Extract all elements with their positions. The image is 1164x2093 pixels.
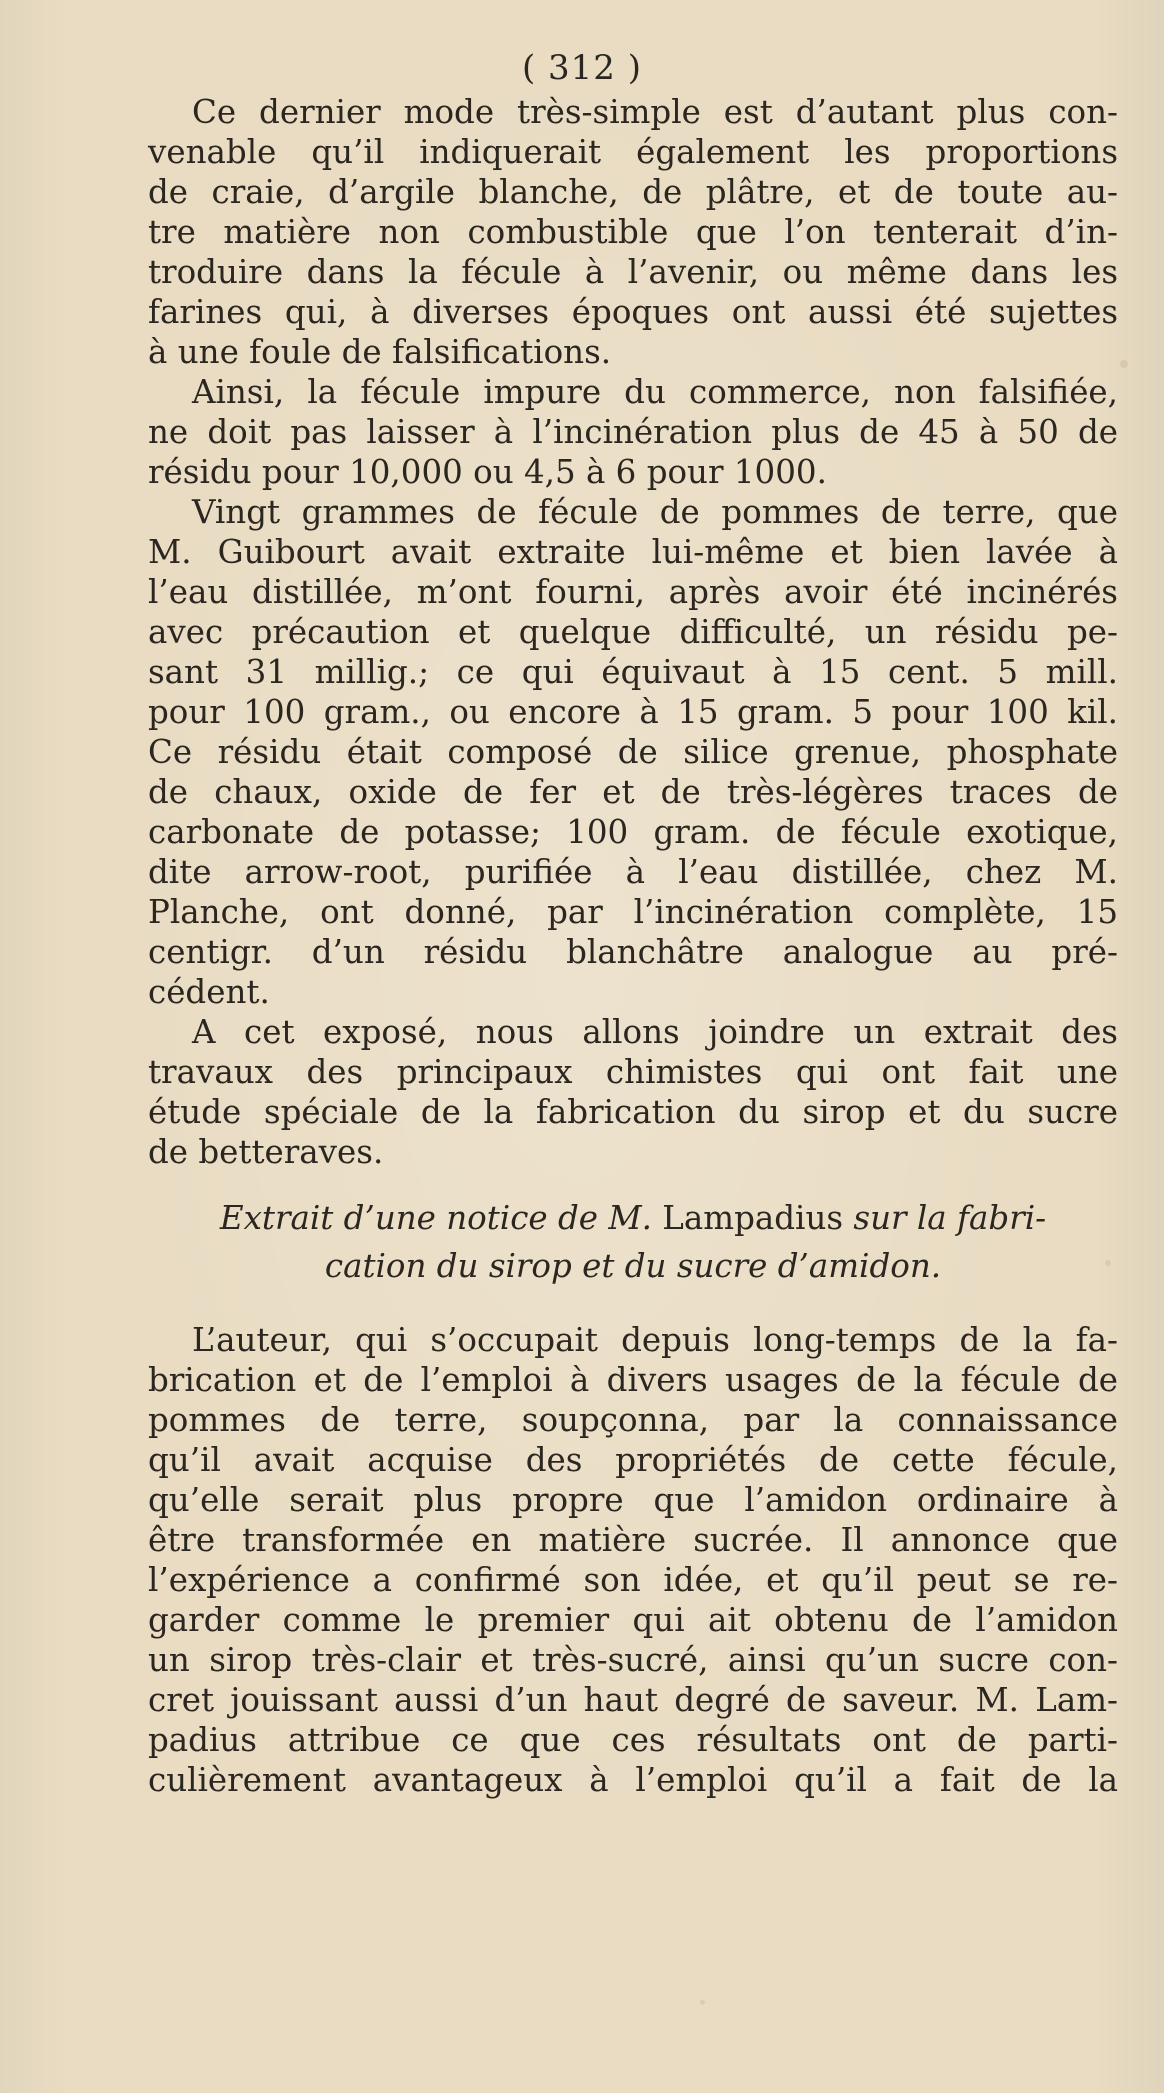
text-line: carbonate de potasse; 100 gram. de fécule exotique, [148, 813, 1118, 851]
text-line: cédent. [148, 973, 270, 1011]
text-line: de betteraves. [148, 1133, 384, 1171]
text-line: dite arrow-root, purifiée à l’eau distillée, chez M. [148, 853, 1118, 891]
text-line: farines qui, à diverses époques ont aussi été sujettes [148, 293, 1118, 331]
heading-text: Extrait d’une notice de M. [219, 1199, 652, 1237]
heading-line: cation du sirop et du sucre d’amidon. [324, 1247, 942, 1285]
text-line: Vingt grammes de fécule de pommes de terre, que [192, 493, 1118, 531]
section-heading [148, 1194, 1118, 1290]
text-line: garder comme le premier qui ait obtenu de l’amidon [148, 1601, 1118, 1639]
text-line: étude spéciale de la fabrication du sirop et du sucre [148, 1093, 1118, 1131]
text-line: sant 31 millig.; ce qui équivaut à 15 cent. 5 mill. [148, 653, 1118, 691]
page-number: ( 312 ) [521, 48, 643, 88]
paragraph [148, 1320, 1118, 1800]
text-line: de chaux, oxide de fer et de très-légères traces de [148, 773, 1118, 811]
text-line: troduire dans la fécule à l’avenir, ou même dans les [148, 253, 1118, 291]
text-line: tre matière non combustible que l’on tenterait d’in- [148, 213, 1118, 251]
paragraph [148, 372, 1118, 492]
paragraph [148, 492, 1118, 1012]
text-line: cret jouissant aussi d’un haut degré de saveur. M. Lam- [148, 1681, 1118, 1719]
text-line: l’eau distillée, m’ont fourni, après avoir été incinérés [148, 573, 1118, 611]
text-line: ne doit pas laisser à l’incinération plus de 45 à 50 de [148, 413, 1118, 451]
text-line: padius attribue ce que ces résultats ont de parti- [148, 1721, 1118, 1759]
text-line: à une foule de falsifications. [148, 333, 612, 371]
text-line: être transformée en matière sucrée. Il annonce que [148, 1521, 1118, 1559]
text-line: Ce résidu était composé de silice grenue, phosphate [148, 733, 1118, 771]
text-line: travaux des principaux chimistes qui ont fait une [148, 1053, 1118, 1091]
text-line: pommes de terre, soupçonna, par la connaissance [148, 1401, 1118, 1439]
text-line: l’expérience a confirmé son idée, et qu’il peut se re- [148, 1561, 1118, 1599]
text-line: culièrement avantageux à l’emploi qu’il a fait de la [148, 1761, 1118, 1799]
text-line: venable qu’il indiquerait également les proportions [148, 133, 1118, 171]
text-line: brication et de l’emploi à divers usages de la fécule de [148, 1361, 1118, 1399]
text-line: M. Guibourt avait extraite lui-même et bien lavée à [148, 533, 1118, 571]
heading-author-name: Lampadius [662, 1199, 844, 1237]
text-line: résidu pour 10,000 ou 4,5 à 6 pour 1000. [148, 453, 827, 491]
text-line: avec précaution et quelque difficulté, un résidu pe- [148, 613, 1118, 651]
text-line: pour 100 gram., ou encore à 15 gram. 5 pour 100 kil. [148, 693, 1118, 731]
text-line: centigr. d’un résidu blanchâtre analogue au pré- [148, 933, 1118, 971]
text-line: Ainsi, la fécule impure du commerce, non falsifiée, [192, 373, 1118, 411]
text-line: un sirop très-clair et très-sucré, ainsi qu’un sucre con- [148, 1641, 1118, 1679]
paragraph [148, 1012, 1118, 1172]
heading-text: sur la fabri- [853, 1199, 1047, 1237]
paper-spot [700, 2000, 705, 2005]
text-line: Planche, ont donné, par l’incinération complète, 15 [148, 893, 1118, 931]
page-body [148, 92, 1118, 1800]
heading-line [148, 1194, 1118, 1242]
paper-spot [1120, 360, 1128, 368]
paragraph [148, 92, 1118, 372]
text-line: de craie, d’argile blanche, de plâtre, et de toute au- [148, 173, 1118, 211]
text-line: Ce dernier mode très-simple est d’autant plus con- [192, 93, 1118, 131]
text-line: qu’elle serait plus propre que l’amidon ordinaire à [148, 1481, 1118, 1519]
text-line: L’auteur, qui s’occupait depuis long-temps de la fa- [192, 1321, 1118, 1359]
text-line: A cet exposé, nous allons joindre un extrait des [192, 1013, 1118, 1051]
text-line: qu’il avait acquise des propriétés de cette fécule, [148, 1441, 1118, 1479]
